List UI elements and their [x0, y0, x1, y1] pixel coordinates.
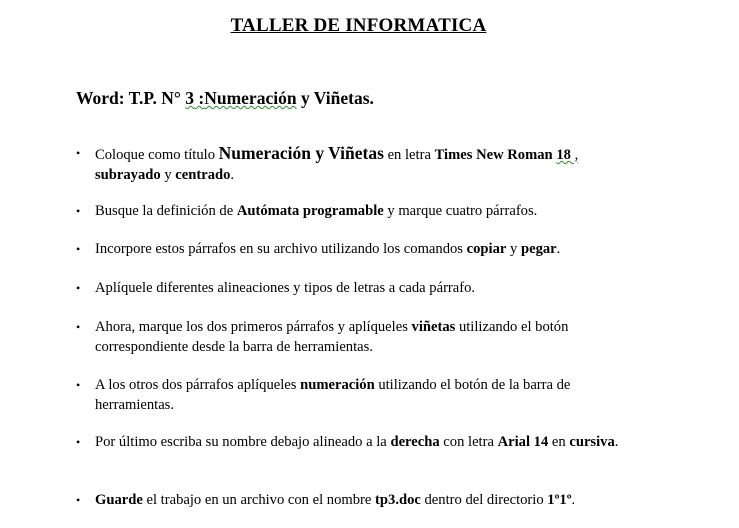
document-subtitle [76, 88, 374, 109]
bullet-icon: • [76, 435, 81, 449]
list-item: • Por último escriba su nombre debajo alineado a la derecha con letra Arial 14 en cursiva. [76, 434, 619, 450]
bullet-icon: • [76, 204, 81, 218]
emphasis-text: Arial 14 [497, 434, 549, 450]
emphasis-text: 1º1º [547, 492, 572, 508]
list-item: • Guarde el trabajo en un archivo con el nombre tp3.doc dentro del directorio 1º1º. [76, 492, 576, 508]
list-item: • Aplíquele diferentes alineaciones y tipos de letras a cada párrafo. [76, 280, 476, 296]
subtitle-word-numeracion: Numeración [204, 88, 297, 108]
emphasis-text: viñetas [411, 319, 456, 335]
emphasis-text: centrado [175, 167, 231, 183]
document-title: TALLER DE INFORMATICA [230, 15, 487, 36]
emphasis-text: copiar [466, 241, 507, 257]
emphasis-text: cursiva [569, 434, 615, 450]
list-item: • Coloque como título Numeración y Viñetas en letra Times New Roman 18 , subrayado y centrado. [76, 143, 579, 183]
bullet-icon: • [76, 320, 81, 334]
bullet-icon: • [76, 146, 81, 160]
bullet-icon: • [76, 242, 81, 256]
list-item: • A los otros dos párrafos aplíqueles numeración utilizando el botón de la barra de herramientas. [76, 377, 571, 413]
subtitle-prefix: Word: T.P. N° [76, 88, 186, 108]
emphasis-text: Numeración y Viñetas [218, 143, 384, 163]
bullet-icon: • [76, 493, 81, 507]
subtitle-colon: : [194, 88, 205, 108]
emphasis-text: tp3.doc [375, 492, 421, 508]
list-item: • Ahora, marque los dos primeros párrafos y aplíqueles viñetas utilizando el botón correspondiente desde la barra de herramientas. [76, 319, 569, 355]
subtitle-rest: y Viñetas. [296, 88, 374, 108]
emphasis-text: 18 [556, 147, 571, 163]
emphasis-text: Guarde [95, 492, 143, 508]
emphasis-text: Times New Roman [434, 147, 557, 163]
list-item: • Busque la definición de Autómata programable y marque cuatro párrafos. [76, 203, 538, 219]
list-item: • Incorpore estos párrafos en su archivo utilizando los comandos copiar y pegar. [76, 241, 561, 257]
subtitle-number: 3 [185, 88, 195, 108]
emphasis-text: subrayado [95, 167, 161, 183]
emphasis-text: numeración [300, 377, 375, 393]
emphasis-text: derecha [390, 434, 440, 450]
emphasis-text: pegar [520, 241, 557, 257]
emphasis-text: Autómata programable [236, 203, 384, 219]
bullet-icon: • [76, 378, 81, 392]
bullet-icon: • [76, 281, 81, 295]
